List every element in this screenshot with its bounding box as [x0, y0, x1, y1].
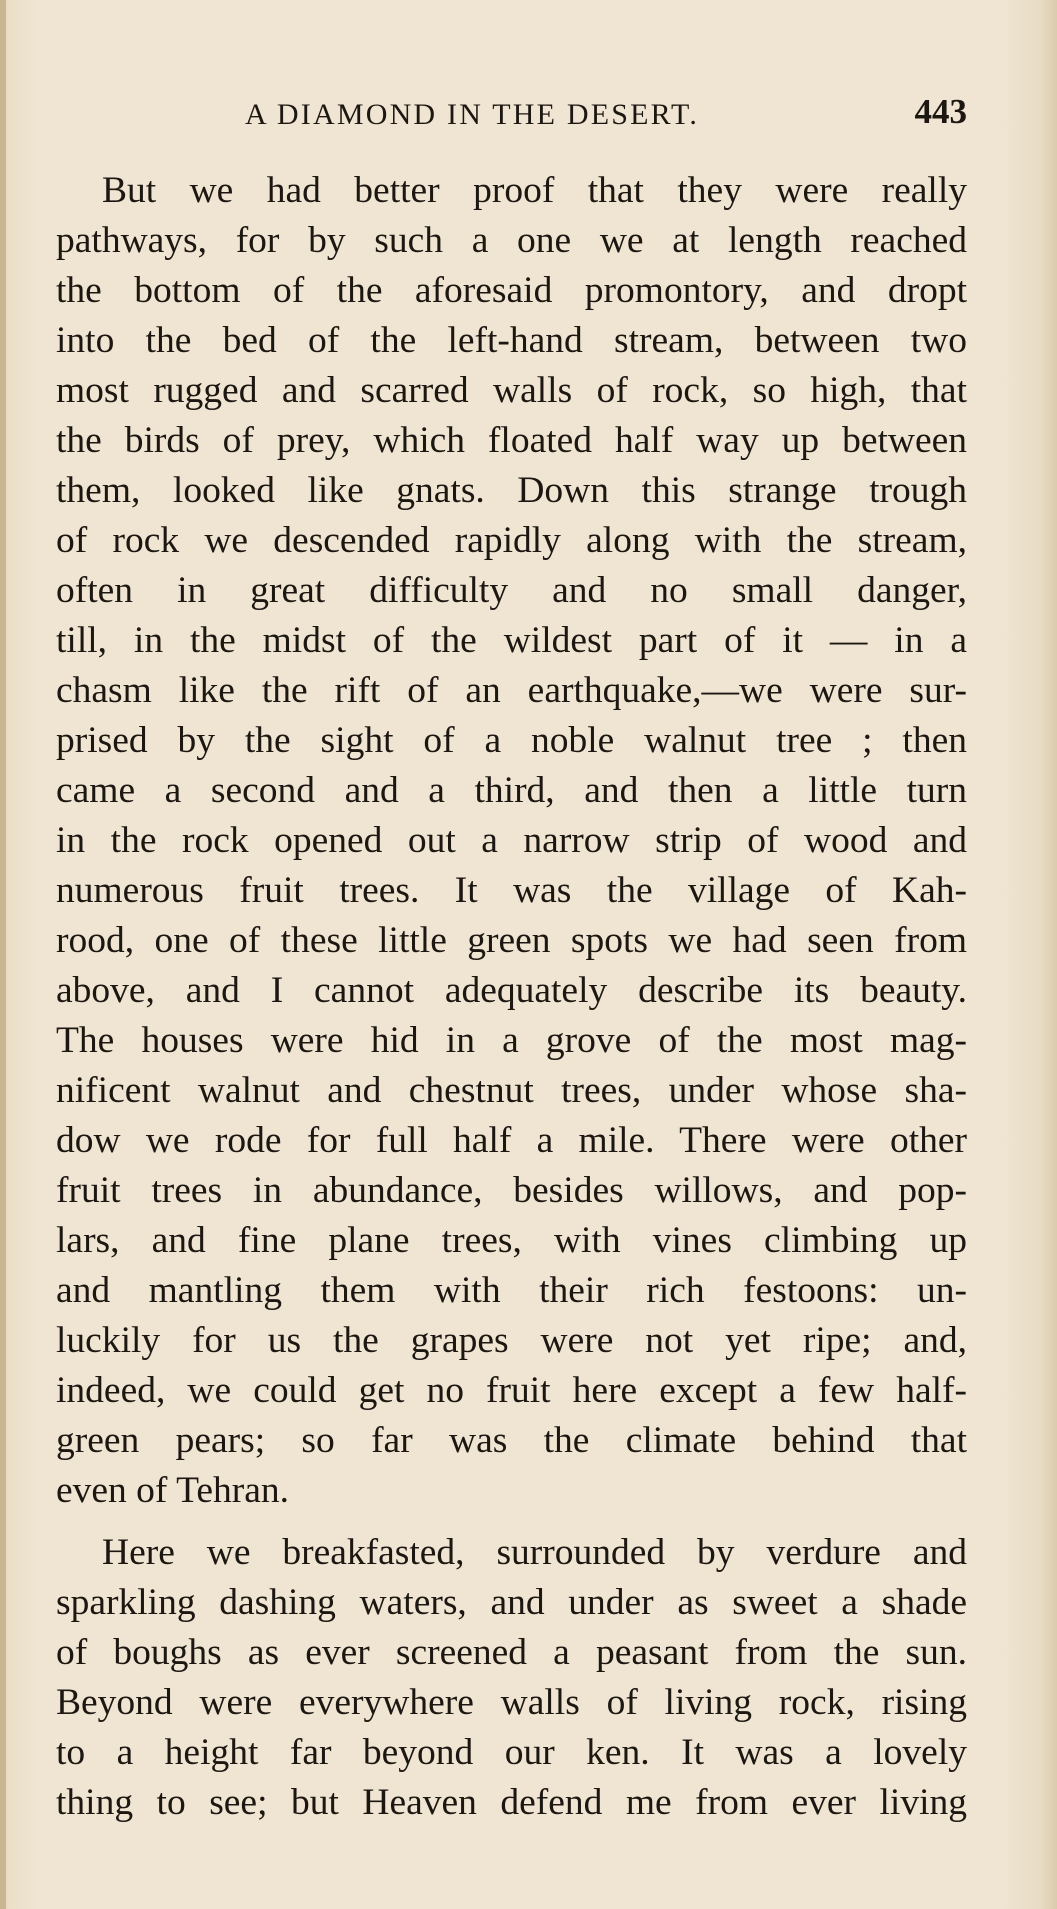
- body-text: [56, 166, 967, 1828]
- running-header: [56, 92, 967, 138]
- paragraph-1: [56, 166, 967, 1516]
- text-line: green pears; so far was the climate behind that: [56, 1420, 967, 1461]
- text-line: prised by the sight of a noble walnut tree ; then: [56, 720, 967, 761]
- text-line: and mantling them with their rich festoons: un-: [56, 1270, 967, 1311]
- running-title: A DIAMOND IN THE DESERT.: [245, 98, 700, 131]
- text-line: numerous fruit trees. It was the village of Kah-: [56, 870, 967, 911]
- text-line: lars, and fine plane trees, with vines climbing up: [56, 1220, 967, 1261]
- text-line: The houses were hid in a grove of the most mag-: [56, 1020, 967, 1061]
- text-line: them, looked like gnats. Down this strange trough: [56, 470, 967, 511]
- text-line: above, and I cannot adequately describe its beauty.: [56, 970, 967, 1011]
- text-line: But we had better proof that they were really: [102, 170, 967, 211]
- text-line: of rock we descended rapidly along with the stream,: [56, 520, 967, 561]
- text-line: pathways, for by such a one we at length reached: [56, 220, 967, 261]
- text-line: most rugged and scarred walls of rock, so high, that: [56, 370, 967, 411]
- paragraph-2: [56, 1528, 967, 1828]
- text-line: indeed, we could get no fruit here except a few half-: [56, 1370, 967, 1411]
- text-line: fruit trees in abundance, besides willows, and pop-: [56, 1170, 967, 1211]
- page-gutter: [0, 0, 6, 1909]
- text-line: even of Tehran.: [56, 1470, 290, 1511]
- text-line: Here we breakfasted, surrounded by verdure and: [102, 1532, 967, 1573]
- text-line: nificent walnut and chestnut trees, under whose sha-: [56, 1070, 967, 1111]
- text-line: came a second and a third, and then a little turn: [56, 770, 967, 811]
- text-line: to a height far beyond our ken. It was a lovely: [56, 1732, 967, 1773]
- text-line: often in great difficulty and no small danger,: [56, 570, 967, 611]
- page-number: 443: [914, 92, 967, 131]
- text-line: thing to see; but Heaven defend me from ever living: [56, 1782, 967, 1823]
- text-line: the birds of prey, which floated half way up between: [56, 420, 967, 461]
- text-line: luckily for us the grapes were not yet ripe; and,: [56, 1320, 967, 1361]
- text-line: the bottom of the aforesaid promontory, and dropt: [56, 270, 967, 311]
- text-line: of boughs as ever screened a peasant from the sun.: [56, 1632, 967, 1673]
- text-line: Beyond were everywhere walls of living rock, rising: [56, 1682, 967, 1723]
- paragraph-spacer: [56, 1516, 967, 1528]
- text-line: sparkling dashing waters, and under as sweet a shade: [56, 1582, 967, 1623]
- text-line: till, in the midst of the wildest part of it — in a: [56, 620, 967, 661]
- text-line: into the bed of the left-hand stream, between two: [56, 320, 967, 361]
- text-line: dow we rode for full half a mile. There were other: [56, 1120, 967, 1161]
- text-line: chasm like the rift of an earthquake,—we were sur-: [56, 670, 967, 711]
- text-line: in the rock opened out a narrow strip of wood and: [56, 820, 967, 861]
- text-line: rood, one of these little green spots we had seen from: [56, 920, 967, 961]
